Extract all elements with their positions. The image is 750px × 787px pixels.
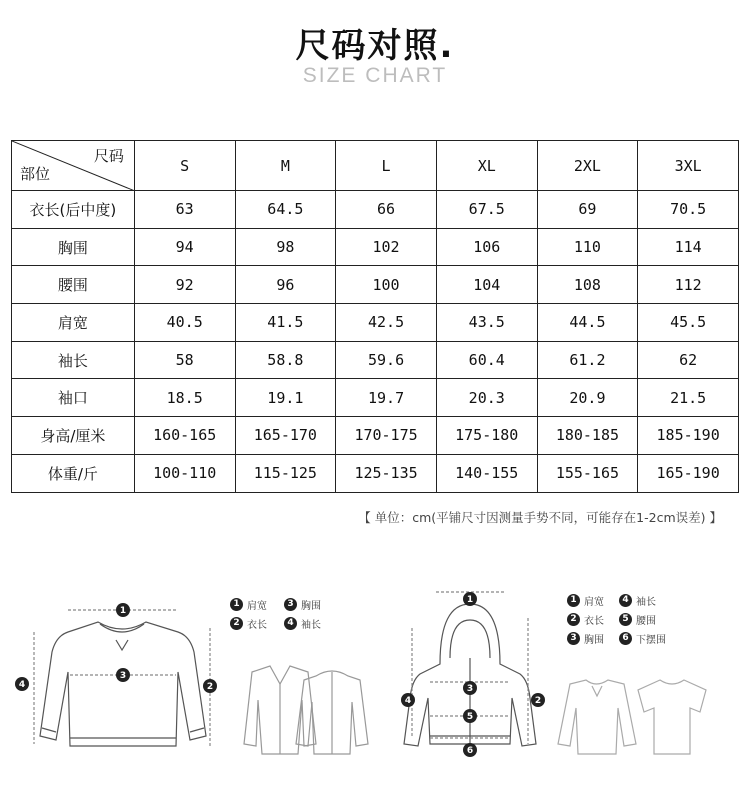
table-cell: 59.6 [336,341,437,379]
table-cell: 100-110 [134,454,235,492]
table-row [12,191,739,229]
table-cell: 21.5 [638,379,739,417]
table-cell: 92 [134,266,235,304]
table-cell: 112 [638,266,739,304]
table-row [12,266,739,304]
row-label: 胸围 [12,228,135,266]
table-cell: 66 [336,191,437,229]
table-cell: 104 [436,266,537,304]
table-cell: 43.5 [436,304,537,342]
svg-text:4: 4 [18,680,26,690]
table-cell: 69 [537,191,638,229]
table-cell: 20.9 [537,379,638,417]
table-cell: 44.5 [537,304,638,342]
table-cell: 60.4 [436,341,537,379]
measurement-note: 【 单位：cm(平铺尺寸因测量手势不同，可能存在1-2cm误差) 】 [358,510,722,525]
svg-text:6: 6 [466,746,474,756]
table-cell: 108 [537,266,638,304]
table-cell: 175-180 [436,417,537,455]
table-cell: 155-165 [537,454,638,492]
table-cell: 42.5 [336,304,437,342]
table-cell: 61.2 [537,341,638,379]
table-cell: 114 [638,228,739,266]
table-cell: 94 [134,228,235,266]
table-cell: 125-135 [336,454,437,492]
marker-right-3 [463,681,477,695]
table-cell: 110 [537,228,638,266]
corner-size-label: 尺码 [93,147,124,165]
table-cell: 62 [638,341,739,379]
size-chart-table [11,140,739,493]
crew-sweater-illustration [558,680,636,754]
size-header: L [336,141,437,191]
size-header: S [134,141,235,191]
table-cell: 18.5 [134,379,235,417]
row-label: 肩宽 [12,304,135,342]
marker-right-5 [463,709,477,723]
legend-item: 6 下摆围 [619,631,666,646]
marker-right-6 [463,743,477,757]
table-cell: 19.7 [336,379,437,417]
number-badge-icon: 2 [230,617,243,630]
row-label: 体重/斤 [12,454,135,492]
row-label: 袖口 [12,379,135,417]
table-row [12,417,739,455]
number-badge-icon: 3 [567,632,580,645]
number-badge-icon: 5 [619,613,632,626]
legend-item: 2 衣长 [230,616,267,631]
table-cell: 100 [336,266,437,304]
marker-left-4 [15,677,29,691]
table-cell: 63 [134,191,235,229]
svg-text:4: 4 [404,696,412,706]
corner-part-label: 部位 [20,165,51,183]
row-label: 腰围 [12,266,135,304]
svg-text:2: 2 [534,696,542,706]
svg-text:1: 1 [466,595,474,605]
marker-left-1 [116,603,130,617]
table-cell: 67.5 [436,191,537,229]
table-cell: 98 [235,228,336,266]
table-header-row [12,141,739,191]
marker-right-2 [531,693,545,707]
table-row [12,228,739,266]
table-cell: 185-190 [638,417,739,455]
table-cell: 19.1 [235,379,336,417]
marker-right-1 [463,592,477,606]
table-cell: 180-185 [537,417,638,455]
svg-text:3: 3 [466,684,474,694]
table-cell: 165-170 [235,417,336,455]
table-cell: 102 [336,228,437,266]
legend-item: 1 肩宽 [230,597,267,612]
table-cell: 40.5 [134,304,235,342]
hoodie-illustration [404,604,536,746]
legend-item: 5 腰围 [619,612,656,627]
page-title: 尺码对照. [295,26,455,66]
number-badge-icon: 2 [567,613,580,626]
table-cell: 70.5 [638,191,739,229]
table-cell: 41.5 [235,304,336,342]
marker-right-4 [401,693,415,707]
zip-jacket-illustration [296,671,368,754]
table-cell: 140-155 [436,454,537,492]
size-header: M [235,141,336,191]
table-row [12,341,739,379]
number-badge-icon: 1 [567,594,580,607]
table-cell: 64.5 [235,191,336,229]
legend-item: 2 衣长 [567,612,604,627]
legend-item: 4 袖长 [619,593,656,608]
table-cell: 96 [235,266,336,304]
legend-item: 3 胸围 [567,631,604,646]
svg-text:5: 5 [466,712,474,722]
row-label: 袖长 [12,341,135,379]
sweater-illustration [40,622,206,746]
tshirt-illustration [638,680,706,754]
table-cell: 58.8 [235,341,336,379]
svg-text:2: 2 [206,682,214,692]
page-subtitle: SIZE CHART [302,64,448,87]
svg-text:1: 1 [119,606,127,616]
table-cell: 20.3 [436,379,537,417]
size-header: XL [436,141,537,191]
table-cell: 170-175 [336,417,437,455]
table-cell: 160-165 [134,417,235,455]
legend-item: 1 肩宽 [567,593,604,608]
marker-left-3 [116,668,130,682]
number-badge-icon: 1 [230,598,243,611]
size-header: 2XL [537,141,638,191]
legend-item: 4 袖长 [284,616,321,631]
table-corner-cell [12,141,135,191]
legend-item: 3 胸围 [284,597,321,612]
marker-left-2 [203,679,217,693]
table-cell: 58 [134,341,235,379]
table-cell: 115-125 [235,454,336,492]
table-cell: 45.5 [638,304,739,342]
number-badge-icon: 3 [284,598,297,611]
table-row [12,454,739,492]
row-label: 身高/厘米 [12,417,135,455]
table-row [12,304,739,342]
size-header: 3XL [638,141,739,191]
number-badge-icon: 6 [619,632,632,645]
table-cell: 106 [436,228,537,266]
number-badge-icon: 4 [619,594,632,607]
svg-text:3: 3 [119,671,127,681]
table-cell: 165-190 [638,454,739,492]
row-label: 衣长(后中度) [12,191,135,229]
table-row [12,379,739,417]
number-badge-icon: 4 [284,617,297,630]
